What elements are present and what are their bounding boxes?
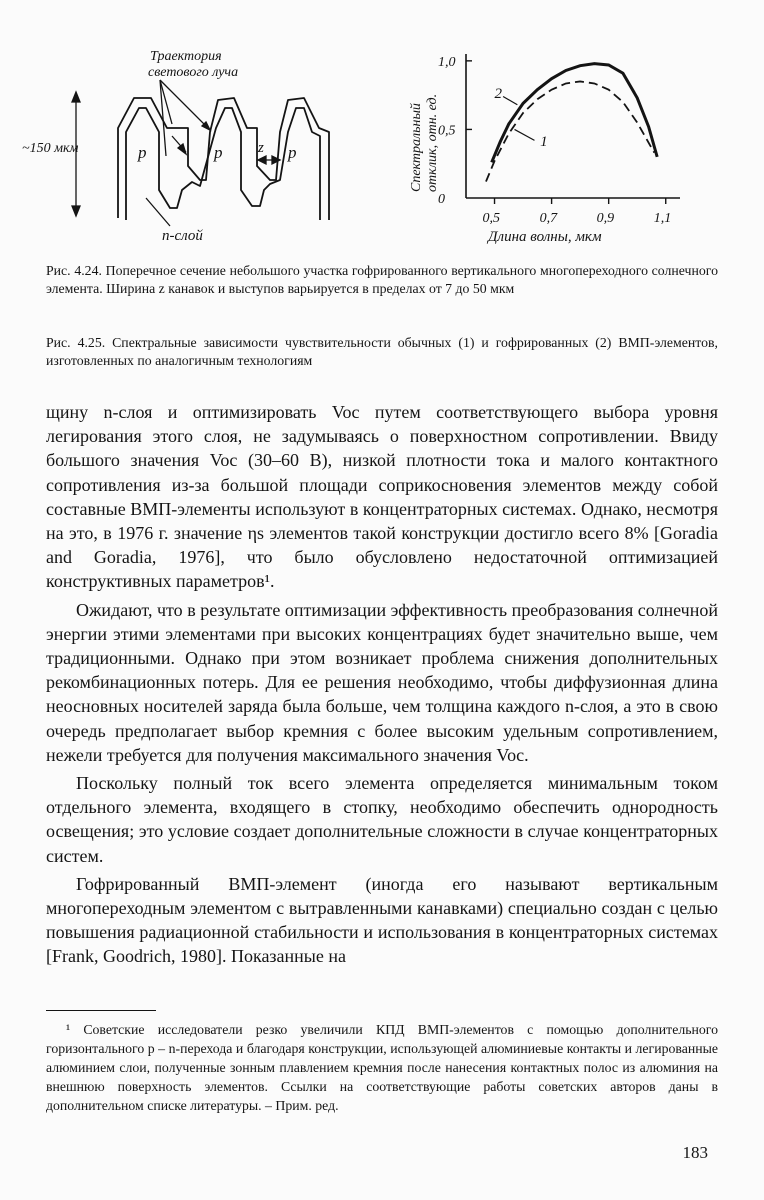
curve-label-1-leader [515,129,535,140]
series-line-1 [486,81,654,181]
figure-4-24-caption: Рис. 4.24. Поперечное сечение небольшого участка гофрированного вертикального многопереходного солнечного элемента. Ширина z канавок и выступов варьируется в пределах от 7 до 50 мкм [46,263,718,296]
z-label: z [258,140,264,156]
figure-spectral-response [400,40,700,250]
x-tick-label: 0,9 [596,211,615,226]
body-text [46,400,718,969]
series-line-2 [492,64,657,163]
figure-corrugated-cross-section [20,40,360,250]
trajectory-label-1: Траектория [150,49,222,64]
x-tick-label: 1,1 [653,211,672,226]
paragraph: Гофрированный ВМП-элемент (иногда его называют вертикальным многопереходным элементом с вытравленными канавками) специально создан с целью повышения радиационной стабильности и использования в концентраторных системах [Frank, Goodrich, 1980]. Показанные на [46,873,718,967]
footnote: ¹ Советские исследователи резко увеличили КПД ВМП-элементов с помощью дополнительного горизонтального p – n-перехода и благодаря конструкции, использующей алюминиевые контакты и легированные алюминием слои, полученные зонным плавлением кремния после нанесения контактных полос из алюминия на внешнюю поверхность элементов. Ссылки на соответствующие работы советских авторов даны в дополнительном списке литературы. – Прим. ред. [46,1022,718,1113]
page-number: 183 [682,1143,708,1162]
y-tick-label: 0 [438,192,445,207]
curve-label-1: 1 [540,133,548,150]
curve-label-2: 2 [494,85,503,102]
footnote-rule [46,1010,156,1011]
paragraph: щину n-слоя и оптимизировать Voc путем соответствующего выбора уровня легирования этого слоя, не задумываясь о поверхностном сопротивлении. Ввиду большого значения Voc (30–60 В), низкой плотности тока и малого контактного сопротивления из-за большой площади соприкосновения элементов между собой составные ВМП-элементы используют в концентраторных системах. Однако, несмотря на это, в 1976 г. значение ηs элементов такой конструкции достигло всего 8% [Goradia and Goradia, 1976], что было обусловлено недостаточной оптимизацией конструктивных параметров¹. [46,402,718,592]
y-axis-label-line1: Спектральный [409,103,424,192]
figure-4-25-caption: Рис. 4.25. Спектральные зависимости чувствительности обычных (1) и гофрированных (2) ВМП-элементов, изготовленных по аналогичным технологиям [46,335,718,368]
inner-n-layer [126,108,320,220]
paragraph: Поскольку полный ток всего элемента определяется минимальным током отдельного элемента, входящего в стопку, необходимо обеспечить однородность освещения; это условие создает дополнительные сложности в случае концентраторных систем. [46,773,718,866]
x-axis-label: Длина волны, мкм [488,229,602,245]
region-p-label: p [138,143,147,162]
curve-label-2-leader [503,97,517,105]
y-tick-label: 1,0 [438,54,456,70]
paragraph: Ожидают, что в результате оптимизации эффективность преобразования солнечной энергии этими элементами при высоких концентрациях будет значительно выше, чем традиционными. Однако при этом возникает проблема снижения дополнительных рекомбинационных потерь. Для ее решения необходимо, чтобы диффузионная длина неосновных носителей заряда была больше, чем толщина каждого n-слоя, а это в свою очередь предполагает выбор кремния с более высоким удельным сопротивлением, нежели требуется для получения максимального значения Voc. [46,599,718,765]
n-layer-label: n-слой [162,228,203,244]
trajectory-label-2: светового луча [148,65,239,80]
region-p-label: p [214,143,223,162]
region-p-label: p [288,143,297,162]
height-label: ~150 мкм [22,141,79,156]
x-tick-label: 0,7 [539,211,558,226]
y-tick-label: 0,5 [438,123,456,139]
x-tick-label: 0,5 [482,211,501,226]
y-axis-label-line2: отклик, отн. ед. [425,93,440,192]
